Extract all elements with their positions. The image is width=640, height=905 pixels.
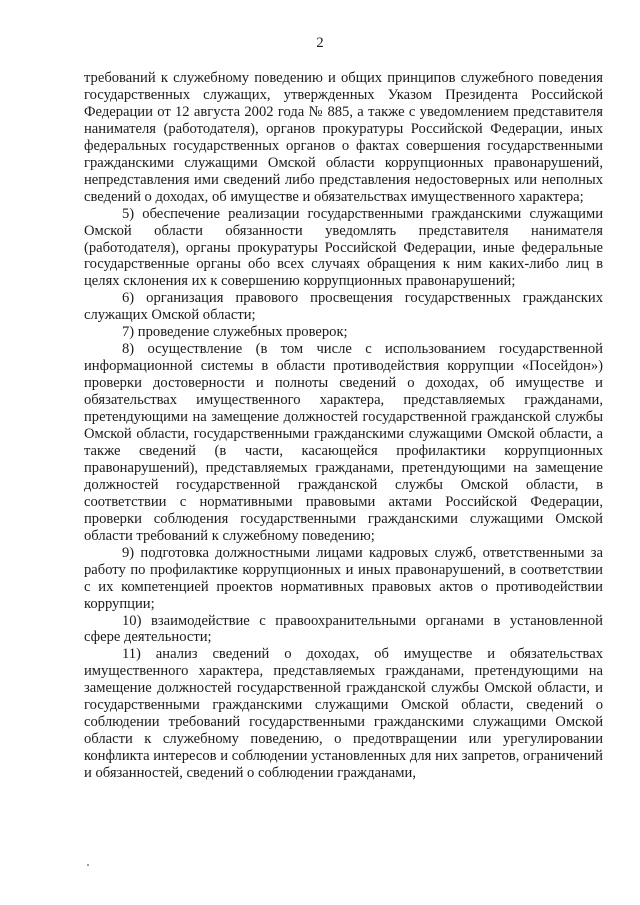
paragraph: 9) подготовка должностными лицами кадровых служб, ответственными за работу по профилактике коррупционных и иных правонарушений, в соответствии с их компетенцией проектов нормативных правовых актов о противодействии коррупции; [84,544,603,612]
paragraph: 8) осуществление (в том числе с использованием государственной информационной системы в области противодействия коррупции «Посейдон») проверки достоверности и полноты сведений о доходах, об имуществе и обязательствах имущественного характера, представляемых гражданами, претендующими на замещение должностей государственной гражданской службы Омской области, государственными гражданскими служащими Омской области, а также сведений (в части, касающейся профилактики коррупционных правонарушений), представляемых гражданами, претендующими на замещение должностей государственной гражданской службы Омской области, в соответствии с нормативными правовыми актами Российской Федерации, проверки соблюдения государственными гражданскими служащими Омской области требований к служебному поведению; [84,341,603,544]
paragraph: 7) проведение служебных проверок; [122,324,348,341]
paragraph: 11) анализ сведений о доходах, об имуществе и обязательствах имущественного характера, представляемых гражданами, претендующими на замещение должностей государственной гражданской службы Омской области, и государственными гражданскими служащими Омской области, сведений о соблюдении требований государственными гражданскими служащими Омской области к служебному поведению, о предотвращении или урегулировании конфликта интересов и соблюдении установленных для них запретов, ограничений и обязанностей, сведений о соблюдении гражданами, [84,646,603,782]
scan-speck [87,864,89,866]
paragraph: 10) взаимодействие с правоохранительными органами в установленной сфере деятельности; [84,612,603,646]
page-number: 2 [316,35,324,51]
paragraph: 5) обеспечение реализации государственными гражданскими служащими Омской области обязанности уведомлять представителя нанимателя (работодателя), органы прокуратуры Российской Федерации, иные федеральные государственные органы обо всех случаях обращения к ним каких-либо лиц в целях склонения их к совершению коррупционных правонарушений; [84,205,603,290]
paragraph: требований к служебному поведению и общих принципов служебного поведения государственных служащих, утвержденных Указом Президента Российской Федерации от 12 августа 2002 года № 885, а также с уведомлением представителя нанимателя (работодателя), органов прокуратуры Российской Федерации, иных федеральных государственных органов о фактах совершения государственными гражданскими служащими Омской области коррупционных правонарушений, непредставления ими сведений либо представления недостоверных или неполных сведений о доходах, об имуществе и обязательствах имущественного характера; [84,70,603,205]
document-body [84,70,603,782]
paragraph: 6) организация правового просвещения государственных гражданских служащих Омской области; [84,290,603,324]
